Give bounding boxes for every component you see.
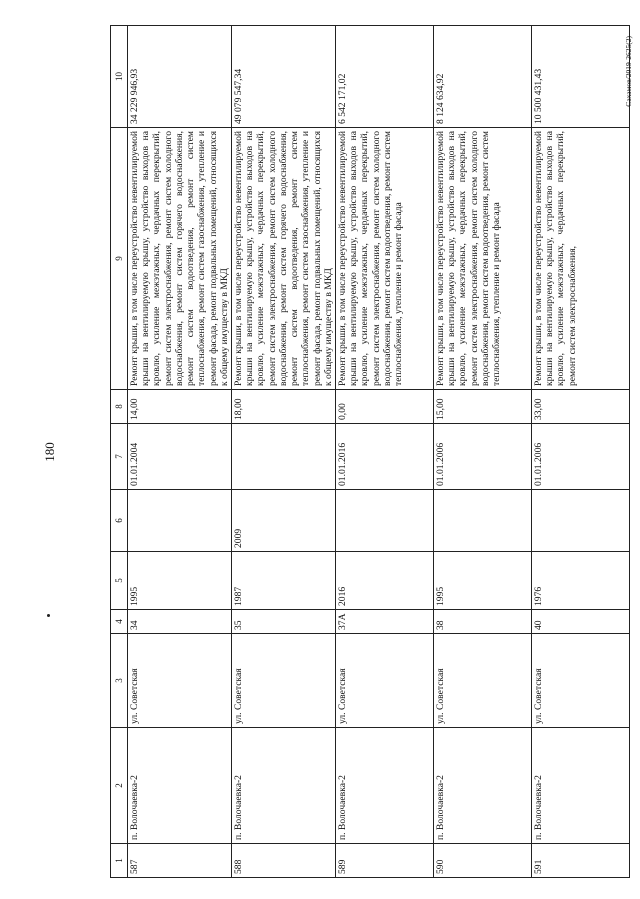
table-row	[335, 26, 433, 878]
year-built-cell: 2016	[335, 552, 433, 610]
column-6-cell	[433, 490, 531, 552]
header-cell-3: 3	[111, 634, 128, 728]
column-6-cell	[128, 490, 232, 552]
cost-cell: 8 124 634,92	[433, 26, 531, 128]
house-cell: 38	[433, 610, 531, 634]
work-description-cell: Ремонт крыши, в том числе переустройство невентилируемой крыши на вентилируемую крышу, устройство выходов на кровлю, усиление межэтажных, чердачных перекрытий, ремонт систем электроснабжения, ремонт систем холодного водоснабжения, ремонт систем горячего водоснабжения, ремонт систем водоотведения, ремонт систем теплоснабжения, ремонт систем газоснабжения, утепление и ремонт фасада, ремонт подвальных помещений, относящихся к общему имуществу в МКД	[231, 128, 335, 390]
street-cell: ул. Советская	[231, 634, 335, 728]
row-number: 587	[128, 844, 232, 878]
header-cell-8: 8	[111, 390, 128, 424]
street-cell: ул. Советская	[531, 634, 629, 728]
house-cell: 40	[531, 610, 629, 634]
date-cell: 01.01.2004	[128, 424, 232, 490]
capital-repair-table	[110, 25, 630, 878]
header-row	[111, 26, 128, 878]
header-cell-4: 4	[111, 610, 128, 634]
date-cell: 01.01.2006	[531, 424, 629, 490]
header-cell-7: 7	[111, 424, 128, 490]
header-cell-9: 9	[111, 128, 128, 390]
header-cell-10: 10	[111, 26, 128, 128]
table-row	[128, 26, 232, 878]
row-number: 588	[231, 844, 335, 878]
column-6-cell: 2009	[231, 490, 335, 552]
rotated-table-page	[110, 26, 633, 878]
column-8-cell: 18,00	[231, 390, 335, 424]
table-row	[531, 26, 629, 878]
street-cell: ул. Советская	[128, 634, 232, 728]
date-cell: 01.01.2016	[335, 424, 433, 490]
column-8-cell: 14,00	[128, 390, 232, 424]
row-number: 591	[531, 844, 629, 878]
cost-cell: 6 542 171,02	[335, 26, 433, 128]
house-cell: 37А	[335, 610, 433, 634]
header-cell-5: 5	[111, 552, 128, 610]
settlement-cell: п. Волочаевка-2	[433, 728, 531, 844]
column-8-cell: 15,00	[433, 390, 531, 424]
settlement-cell: п. Волочаевка-2	[335, 728, 433, 844]
scan-speck	[47, 614, 50, 617]
year-built-cell: 1995	[128, 552, 232, 610]
year-built-cell: 1976	[531, 552, 629, 610]
settlement-cell: п. Волочаевка-2	[531, 728, 629, 844]
house-cell: 35	[231, 610, 335, 634]
cost-cell: 49 079 547,34	[231, 26, 335, 128]
date-cell: 01.01.2006	[433, 424, 531, 490]
street-cell: ул. Советская	[433, 634, 531, 728]
year-built-cell: 1995	[433, 552, 531, 610]
settlement-cell: п. Волочаевка-2	[231, 728, 335, 844]
row-number: 590	[433, 844, 531, 878]
column-8-cell: 33,00	[531, 390, 629, 424]
settlement-cell: п. Волочаевка-2	[128, 728, 232, 844]
year-built-cell: 1987	[231, 552, 335, 610]
page-number: 180	[42, 442, 57, 462]
date-cell	[231, 424, 335, 490]
street-cell: ул. Советская	[335, 634, 433, 728]
table-row	[433, 26, 531, 878]
table-row	[231, 26, 335, 878]
header-cell-1: 1	[111, 844, 128, 878]
work-description-cell: Ремонт крыши, в том числе переустройство невентилируемой крыши на вентилируемую крышу, устройство выходов на кровлю, усиление межэтажных, чердачных перекрытий, ремонт систем электроснабжения,	[531, 128, 629, 390]
column-8-cell: 0,00	[335, 390, 433, 424]
column-6-cell	[531, 490, 629, 552]
work-description-cell: Ремонт крыши, в том числе переустройство невентилируемой крыши на вентилируемую крышу, устройство выходов на кровлю, усиление межэтажных, чердачных перекрытий, ремонт систем электроснабжения, ремонт систем холодного водоснабжения, ремонт систем горячего водоснабжения, ремонт систем водоотведения, ремонт систем теплоснабжения, ремонт систем газоснабжения, утепление и ремонт фасада, ремонт подвальных помещений, относящихся к общему имуществу в МКД	[128, 128, 232, 390]
cost-cell: 34 229 946,93	[128, 26, 232, 128]
column-6-cell	[335, 490, 433, 552]
house-cell: 34	[128, 610, 232, 634]
row-number: 589	[335, 844, 433, 878]
header-cell-2: 2	[111, 728, 128, 844]
footer-stamp: Сахамов/2019-2625(2)	[624, 36, 633, 107]
header-cell-6: 6	[111, 490, 128, 552]
work-description-cell: Ремонт крыши, в том числе переустройство невентилируемой крыши на вентилируемую крышу, устройство выходов на кровлю, усиление межэтажных, чердачных перекрытий, ремонт систем электроснабжения, ремонт систем холодного водоснабжения, ремонт систем водоотведения, ремонт систем теплоснабжения, утепление и ремонт фасада	[433, 128, 531, 390]
cost-cell: 10 500 431,43	[531, 26, 629, 128]
work-description-cell: Ремонт крыши, в том числе переустройство невентилируемой крыши на вентилируемую крышу, устройство выходов на кровлю, усиление межэтажных, чердачных перекрытий, ремонт систем электроснабжения, ремонт систем холодного водоснабжения, ремонт систем водоотведения, ремонт систем теплоснабжения, утепление и ремонт фасада	[335, 128, 433, 390]
